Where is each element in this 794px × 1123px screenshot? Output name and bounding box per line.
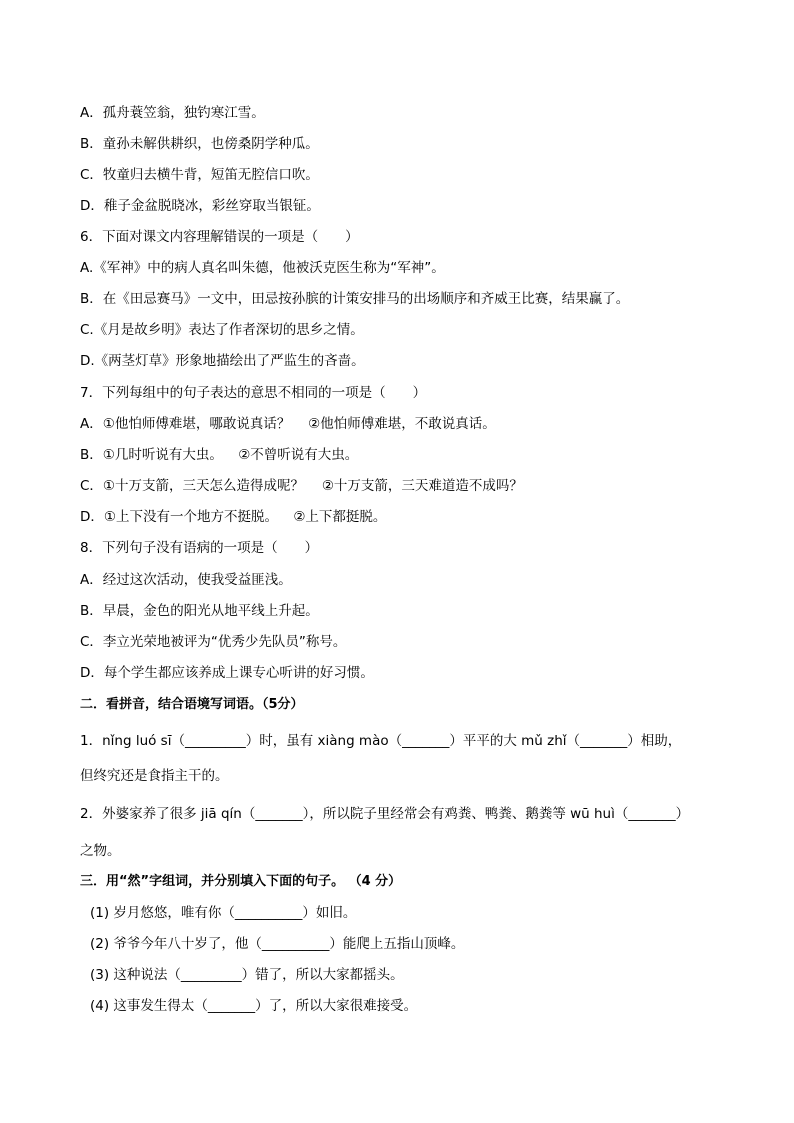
section-2-item-2: 2．外婆家养了很多 jiā qín（_______），所以院子里经常会有鸡粪、鸭粪、鹅粪等 wū huì（_______） <box>80 806 690 822</box>
section-2-item-2-cont: 之物。 <box>80 843 121 859</box>
q7-option-c: C．①十万支箭，三天怎么造得成呢？ ②十万支箭，三天难道造不成吗？ <box>80 478 523 494</box>
section-3-heading: 三．用“然”字组词，并分别填入下面的句子。 （4 分） <box>80 874 402 889</box>
section-3-item-3: (3) 这种说法（_________）错了，所以大家都摇头。 <box>90 967 404 983</box>
section-3-item-2: (2) 爷爷今年八十岁了，他（__________）能爬上五指山顶峰。 <box>90 936 465 952</box>
q7-option-a: A．①他怕师傅难堪，哪敢说真话？ ②他怕师傅难堪，不敢说真话。 <box>80 416 496 432</box>
section-2-item-1-cont: 但终究还是食指主干的。 <box>80 768 229 784</box>
q6-option-d: D.《两茎灯草》形象地描绘出了严监生的吝啬。 <box>80 353 365 369</box>
q5-option-a: A．孤舟蓑笠翁，独钓寒江雪。 <box>80 105 265 121</box>
section-3-item-1: (1) 岁月悠悠，唯有你（__________）如旧。 <box>90 905 357 921</box>
q7-option-d: D．①上下没有一个地方不挺脱。 ②上下都挺脱。 <box>80 509 387 525</box>
q8-option-d: D．每个学生都应该养成上课专心听讲的好习惯。 <box>80 665 374 681</box>
q5-option-c: C．牧童归去横牛背，短笛无腔信口吹。 <box>80 167 319 183</box>
q6-option-b: B．在《田忌赛马》一文中，田忌按孙膑的计策安排马的出场顺序和齐威王比赛，结果赢了。 <box>80 291 630 307</box>
q8-option-a: A．经过这次活动，使我受益匪浅。 <box>80 572 292 588</box>
q6-option-a: A.《军神》中的病人真名叫朱德，他被沃克医生称为“军神”。 <box>80 260 445 276</box>
q5-option-b: B．童孙未解供耕织，也傍桑阴学种瓜。 <box>80 136 319 152</box>
q8-option-b: B．早晨，金色的阳光从地平线上升起。 <box>80 603 319 619</box>
section-2-item-1: 1．nǐng luó sī（_________）时，虽有 xiàng mào（_______）平平的大 mǔ zhǐ（_______）相助， <box>80 733 682 749</box>
q5-option-d: D．稚子金盆脱晓冰，彩丝穿取当银钲。 <box>80 198 320 214</box>
q8-option-c: C．李立光荣地被评为“优秀少先队员”称号。 <box>80 634 347 650</box>
question-6: 6．下面对课文内容理解错误的一项是（ ） <box>80 229 359 245</box>
question-7: 7．下列每组中的句子表达的意思不相同的一项是（ ） <box>80 385 427 401</box>
q6-option-c: C.《月是故乡明》表达了作者深切的思乡之情。 <box>80 322 364 338</box>
section-2-heading: 二．看拼音，结合语境写词语。（5分） <box>80 697 304 712</box>
question-8: 8．下列句子没有语病的一项是（ ） <box>80 540 319 556</box>
section-3-item-4: (4) 这事发生得太（_______）了，所以大家很难接受。 <box>90 998 418 1014</box>
q7-option-b: B．①几时听说有大虫。 ②不曾听说有大虫。 <box>80 447 359 463</box>
